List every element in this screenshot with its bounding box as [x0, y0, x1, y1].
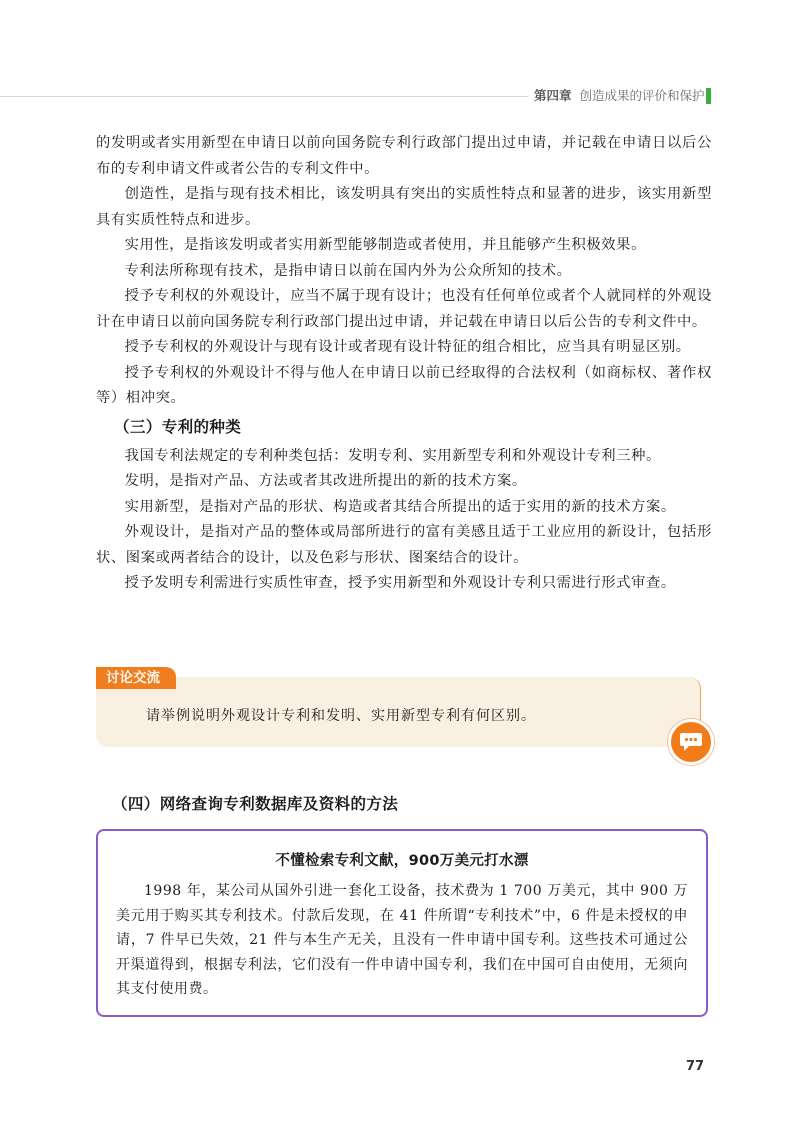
chapter-title [534, 86, 705, 106]
chapter-name: 创造成果的评价和保护 [579, 88, 705, 103]
paragraph: 创造性，是指与现有技术相比，该发明具有突出的实质性特点和显著的进步，该实用新型具有实质性特点和进步。 [96, 186, 712, 228]
case-body [116, 879, 688, 1002]
header-rule [0, 96, 528, 97]
paragraph: 的发明或者实用新型在申请日以前向国务院专利行政部门提出过申请，并记载在申请日以后公布的专利申请文件或者公告的专利文件中。 [96, 135, 712, 177]
section-heading: （三）专利的种类 [114, 417, 242, 436]
paragraph: 我国专利法规定的专利种类包括：发明专利、实用新型专利和外观设计专利三种。 [124, 447, 661, 464]
paragraph: 授予专利权的外观设计，应当不属于现有设计；也没有任何单位或者个人就同样的外观设计在申请日以前向国务院专利行政部门提出过申请，并记载在申请日以后公告的专利文件中。 [96, 288, 712, 330]
page-number: 77 [686, 1059, 705, 1074]
section-heading: （四）网络查询专利数据库及资料的方法 [112, 795, 399, 813]
case-paragraph: 1998 年，某公司从国外引进一套化工设备，技术费为 1 700 万美元，其中 900 万美元用于购买其专利技术。付款后发现，在 41 件所谓“专利技术”中，6 件是未授权的申请，7 件早已失效，21 件与本生产无关，且没有一件申请中国专利。这些技术可通过公开渠道得到，根据专利法，它们没有一件申请中国专利，我们在中国可自由使用，无须向其支付使用费。 [116, 883, 688, 997]
header-accent-bar [706, 88, 711, 104]
paragraph: 发明，是指对产品、方法或者其改进所提出的新的技术方案。 [124, 473, 527, 489]
case-title: 不懂检索专利文献，900万美元打水漂 [275, 853, 529, 869]
case-study-box [96, 829, 708, 1017]
paragraph: 授予发明专利需进行实质性审查，授予实用新型和外观设计专利只需进行形式审查。 [124, 575, 676, 591]
paragraph: 专利法所称现有技术，是指申请日以前在国内外为公众所知的技术。 [124, 262, 572, 279]
main-text [96, 131, 712, 597]
paragraph: 授予专利权的外观设计不得与他人在申请日以前已经取得的合法权利（如商标权、著作权等）相冲突。 [96, 364, 712, 406]
paragraph: 授予专利权的外观设计与现有设计或者现有设计特征的组合相比，应当具有明显区别。 [124, 339, 691, 355]
discussion-label: 讨论交流 [96, 667, 176, 689]
running-header [0, 86, 800, 108]
discussion-text: 请举例说明外观设计专利和发明、实用新型专利有何区别。 [146, 708, 536, 724]
chapter-number: 第四章 [534, 88, 572, 103]
paragraph: 实用性，是指该发明或者实用新型能够制造或者使用，并且能够产生积极效果。 [124, 237, 646, 253]
chat-bubble-icon [668, 719, 714, 765]
paragraph: 外观设计，是指对产品的整体或局部所进行的富有美感且适于工业应用的新设计，包括形状、图案或两者结合的设计，以及色彩与形状、图案结合的设计。 [96, 524, 712, 566]
paragraph: 实用新型，是指对产品的形状、构造或者其结合所提出的适于实用的新的技术方案。 [124, 498, 676, 515]
